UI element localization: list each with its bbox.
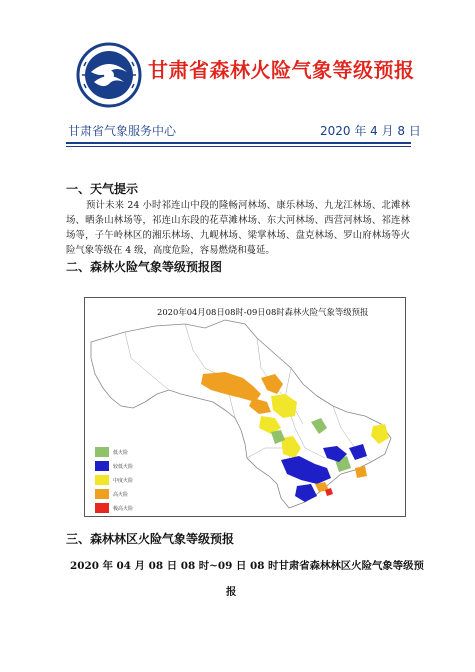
page-title: 甘肃省森林火险气象等级预报 xyxy=(148,58,415,82)
legend-label: 高火险 xyxy=(113,491,129,498)
section-map-heading: 二、森林火险气象等级预报图 xyxy=(66,260,223,274)
section-weather-heading: 一、天气提示 xyxy=(66,182,139,196)
forecast-subheading-cont: 报 xyxy=(226,586,237,598)
section-weather-body: 预计未来 24 小时祁连山中段的隆畅河林场、康乐林场、九龙江林场、北滩林场、晒条山林场等，祁连山东段的花草滩林场、东大河林场、西营河林场、祁连林场等，子午岭林区的湘乐林场、九岘林场、梁掌林场、盘克林场、罗山府林场等火险气象等级在 4 级，高度危险，容易燃烧和蔓延。 xyxy=(66,200,410,256)
map-title: 2020年04月08日08时-09日08时森林火险气象等级预报 xyxy=(157,307,369,317)
legend-swatch xyxy=(95,489,109,499)
fire-risk-map xyxy=(84,297,406,517)
header-divider xyxy=(66,142,411,144)
legend-item xyxy=(95,474,133,486)
legend-label: 极高火险 xyxy=(113,505,134,512)
legend-label: 中度火险 xyxy=(113,477,134,484)
issuing-organization: 甘肃省气象服务中心 xyxy=(68,124,177,138)
section-forest-heading: 三、森林林区火险气象等级预报 xyxy=(66,532,235,546)
legend-item xyxy=(95,502,133,514)
legend-item xyxy=(95,446,133,458)
legend-item xyxy=(95,488,133,500)
issue-date: 2020 年 4 月 8 日 xyxy=(320,124,421,138)
legend-item xyxy=(95,460,133,472)
map-legend xyxy=(95,446,133,516)
legend-swatch xyxy=(95,503,109,513)
legend-swatch xyxy=(95,475,109,485)
legend-label: 较低火险 xyxy=(113,463,134,470)
legend-swatch xyxy=(95,461,109,471)
meteorological-logo xyxy=(76,42,142,108)
header-divider-thin xyxy=(66,146,411,147)
legend-swatch xyxy=(95,447,109,457)
legend-label: 低火险 xyxy=(113,449,129,456)
forecast-subheading: 2020 年 04 月 08 日 08 时~09 日 08 时甘肃省森林林区火险气象等级预 xyxy=(70,560,424,572)
